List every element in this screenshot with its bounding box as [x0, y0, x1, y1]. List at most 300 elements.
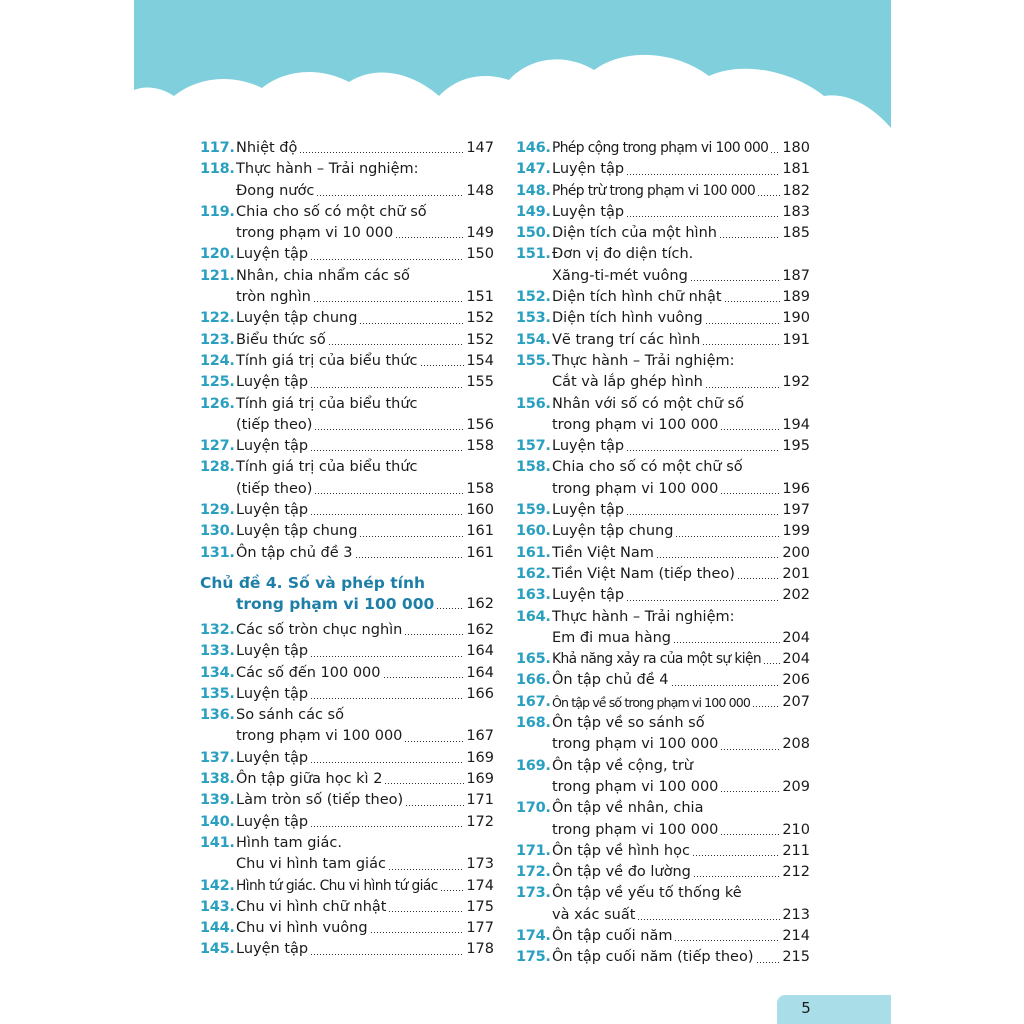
page-ref: 150 — [466, 246, 494, 263]
lesson-title: Diện tích hình vuông — [552, 310, 703, 327]
lesson-number: 148. — [516, 182, 551, 199]
lesson-number: 129. — [200, 502, 235, 519]
toc-entry[interactable] — [516, 564, 810, 585]
toc-entry[interactable] — [200, 705, 494, 748]
lesson-line — [552, 905, 810, 926]
lesson-number: 126. — [200, 395, 235, 412]
page-ref: 171 — [466, 792, 494, 809]
toc-entry[interactable] — [516, 159, 810, 180]
lesson-title: Hình tam giác. — [236, 834, 342, 851]
dot-leader — [310, 953, 464, 956]
lesson-line — [236, 394, 494, 415]
toc-entry[interactable] — [200, 394, 494, 437]
lesson-number: 146. — [516, 140, 551, 156]
lesson-body — [236, 436, 494, 457]
toc-entry[interactable] — [200, 620, 494, 641]
lesson-body — [236, 876, 494, 897]
toc-entry[interactable] — [200, 939, 494, 960]
lesson-body — [236, 330, 494, 351]
lesson-line — [552, 330, 810, 351]
lesson-title: Luyện tập — [236, 749, 309, 766]
lesson-number: 139. — [200, 792, 235, 809]
toc-entry[interactable] — [516, 457, 810, 500]
lesson-number: 174. — [516, 927, 551, 944]
lesson-title: Vẽ trang trí các hình — [552, 331, 701, 348]
lesson-line — [552, 564, 810, 585]
page-ref: 155 — [466, 374, 494, 391]
lesson-number: 159. — [516, 502, 551, 519]
lesson-number: 149. — [516, 203, 551, 220]
lesson-body — [552, 351, 810, 394]
page-ref: 158 — [466, 480, 494, 497]
toc-entry[interactable] — [200, 159, 494, 202]
page-ref: 210 — [782, 821, 810, 838]
lesson-number: 128. — [200, 459, 235, 476]
lesson-title: Diện tích của một hình — [552, 225, 717, 242]
lesson-title: trong phạm vi 100 000 — [552, 821, 719, 838]
dot-leader — [310, 825, 464, 828]
toc-entry[interactable] — [516, 308, 810, 329]
dot-leader — [310, 697, 464, 700]
toc-entry[interactable] — [200, 521, 494, 542]
toc-entry[interactable] — [516, 202, 810, 223]
lesson-number: 134. — [200, 664, 235, 681]
lesson-number: 144. — [200, 920, 235, 937]
toc-entry[interactable] — [516, 500, 810, 521]
lesson-title: Luyện tập chung — [236, 523, 358, 540]
dot-leader — [310, 655, 464, 658]
toc-entry[interactable] — [516, 947, 810, 968]
dot-leader — [310, 513, 464, 516]
lesson-title: Khả năng xảy ra của một sự kiện — [552, 651, 762, 668]
lesson-body — [236, 663, 494, 684]
lesson-number: 141. — [200, 834, 235, 851]
toc-entry[interactable] — [516, 223, 810, 244]
lesson-line — [236, 479, 494, 500]
lesson-number: 121. — [200, 267, 235, 284]
toc-entry[interactable] — [516, 436, 810, 457]
lesson-number: 167. — [516, 693, 551, 710]
lesson-line — [552, 372, 810, 393]
lesson-number: 137. — [200, 749, 235, 766]
toc-entry[interactable] — [516, 883, 810, 926]
lesson-line — [236, 266, 494, 287]
page-ref: 151 — [466, 289, 494, 306]
lesson-body — [552, 436, 810, 457]
lesson-line — [236, 457, 494, 478]
dot-leader — [310, 258, 464, 261]
toc-column-left — [200, 138, 494, 961]
toc-entry[interactable] — [516, 862, 810, 883]
lesson-title: Ôn tập giữa học kì 2 — [236, 771, 383, 788]
toc-entry[interactable] — [516, 351, 810, 394]
toc-entry[interactable] — [516, 521, 810, 542]
lesson-line — [236, 521, 494, 542]
dot-leader — [310, 761, 464, 764]
lesson-title: và xác suất — [552, 906, 636, 923]
lesson-body — [552, 543, 810, 564]
lesson-title: Ôn tập về nhân, chia — [552, 800, 704, 817]
section-title-part-1: Chủ đề 4. Số và phép tính — [200, 573, 426, 592]
lesson-body — [552, 244, 810, 287]
lesson-number: 140. — [200, 813, 235, 830]
lesson-number: 164. — [516, 608, 551, 625]
toc-entry[interactable] — [516, 330, 810, 351]
lesson-number: 173. — [516, 885, 551, 902]
lesson-number: 122. — [200, 310, 235, 327]
toc-entry[interactable] — [516, 287, 810, 308]
page-number-badge — [777, 995, 891, 1024]
lesson-line — [236, 769, 494, 790]
lesson-line — [236, 159, 494, 180]
toc-entry[interactable] — [200, 330, 494, 351]
lesson-body — [236, 769, 494, 790]
dot-leader — [355, 556, 465, 559]
lesson-title: Em đi mua hàng — [552, 629, 672, 646]
lesson-number: 145. — [200, 941, 235, 958]
toc-entry[interactable] — [516, 713, 810, 756]
lesson-title: Luyện tập — [236, 502, 309, 519]
lesson-title: Luyện tập — [552, 438, 625, 455]
lesson-body — [236, 308, 494, 329]
toc-entry[interactable] — [516, 138, 810, 159]
dot-leader — [436, 607, 464, 610]
lesson-title: Phép cộng trong phạm vi 100 000 — [552, 140, 769, 156]
lesson-line — [552, 436, 810, 457]
dot-leader — [310, 449, 464, 452]
lesson-number: 151. — [516, 246, 551, 263]
lesson-number: 124. — [200, 352, 235, 369]
toc-entry[interactable] — [516, 244, 810, 287]
dot-leader — [316, 194, 464, 197]
lesson-title: Chu vi hình chữ nhật — [236, 898, 387, 915]
dot-leader — [690, 279, 781, 282]
lesson-line — [552, 415, 810, 436]
lesson-title: trong phạm vi 100 000 — [552, 778, 719, 795]
lesson-line — [236, 244, 494, 265]
dot-leader — [702, 343, 780, 346]
page-ref: 207 — [782, 693, 810, 710]
lesson-body — [236, 457, 494, 500]
dot-leader — [720, 748, 780, 751]
lesson-body — [552, 585, 810, 606]
lesson-line — [552, 138, 810, 159]
lesson-number: 120. — [200, 246, 235, 263]
page-ref: 152 — [466, 310, 494, 327]
lesson-title: Thực hành – Trải nghiệm: — [552, 352, 735, 369]
section-title-part-2: trong phạm vi 100 000 — [236, 594, 435, 613]
dot-leader — [626, 173, 780, 176]
lesson-line — [552, 692, 810, 713]
lesson-line — [552, 223, 810, 244]
lesson-line — [552, 585, 810, 606]
dot-leader — [692, 854, 780, 857]
dot-leader — [756, 961, 781, 964]
page-ref: 149 — [466, 225, 494, 242]
page-ref: 167 — [466, 728, 494, 745]
toc-entry[interactable] — [200, 663, 494, 684]
toc-entry[interactable] — [200, 244, 494, 265]
lesson-number: 117. — [200, 140, 235, 156]
lesson-body — [552, 692, 810, 713]
dot-leader — [626, 513, 780, 516]
dot-leader — [693, 875, 780, 878]
toc-entry[interactable] — [516, 670, 810, 691]
page-ref: 190 — [782, 310, 810, 327]
dot-leader — [388, 910, 464, 913]
lesson-number: 163. — [516, 587, 551, 604]
lesson-body — [236, 138, 494, 159]
dot-leader — [674, 939, 780, 942]
page-ref: 204 — [782, 651, 810, 668]
lesson-line — [552, 394, 810, 415]
toc-entry[interactable] — [200, 897, 494, 918]
dot-leader — [752, 705, 780, 708]
lesson-number: 171. — [516, 842, 551, 859]
page-ref: 213 — [782, 906, 810, 923]
toc-entry[interactable] — [516, 692, 810, 713]
lesson-title: Luyện tập — [552, 502, 625, 519]
lesson-body — [236, 641, 494, 662]
lesson-number: 130. — [200, 523, 235, 540]
lesson-title: Tiền Việt Nam (tiếp theo) — [552, 565, 735, 582]
page-ref: 187 — [782, 267, 810, 284]
lesson-line — [552, 159, 810, 180]
lesson-line — [552, 841, 810, 862]
toc-entry[interactable] — [200, 372, 494, 393]
lesson-title: Luyện tập — [236, 941, 309, 958]
lesson-body — [236, 705, 494, 748]
dot-leader — [310, 386, 464, 389]
dot-leader — [405, 804, 464, 807]
page-ref: 164 — [466, 664, 494, 681]
lesson-number: 142. — [200, 877, 235, 894]
toc-entry[interactable] — [200, 641, 494, 662]
lesson-number: 161. — [516, 544, 551, 561]
toc-entry[interactable] — [200, 543, 494, 564]
toc-entry[interactable] — [200, 500, 494, 521]
dot-leader — [626, 599, 780, 602]
toc-entry[interactable] — [200, 308, 494, 329]
page-ref: 204 — [782, 629, 810, 646]
page-ref: 200 — [782, 544, 810, 561]
toc-entry[interactable] — [200, 202, 494, 245]
page-ref: 169 — [466, 749, 494, 766]
dot-leader — [314, 492, 464, 495]
page-ref: 180 — [782, 140, 810, 156]
dot-leader — [705, 322, 781, 325]
toc-entry[interactable] — [516, 756, 810, 799]
lesson-line — [552, 713, 810, 734]
lesson-number: 135. — [200, 685, 235, 702]
lesson-body — [552, 287, 810, 308]
lesson-title: trong phạm vi 10 000 — [236, 225, 394, 242]
section-heading[interactable] — [200, 573, 494, 615]
page-ref: 160 — [466, 502, 494, 519]
page-ref: 197 — [782, 502, 810, 519]
lesson-title: Luyện tập — [236, 813, 309, 830]
lesson-title: Chia cho số có một chữ số — [236, 203, 427, 220]
lesson-title: Hình tứ giác. Chu vi hình tứ giác — [236, 877, 438, 894]
lesson-number: 156. — [516, 395, 551, 412]
lesson-line — [552, 202, 810, 223]
page-ref: 191 — [782, 331, 810, 348]
dot-leader — [370, 931, 465, 934]
page-ref: 162 — [466, 595, 494, 612]
lesson-body — [236, 500, 494, 521]
toc-entry[interactable] — [200, 436, 494, 457]
lesson-body — [236, 748, 494, 769]
lesson-body — [552, 670, 810, 691]
toc-entry[interactable] — [200, 457, 494, 500]
toc-entry[interactable] — [200, 748, 494, 769]
lesson-number: 143. — [200, 898, 235, 915]
lesson-title: Thực hành – Trải nghiệm: — [236, 161, 419, 178]
page-ref: 177 — [466, 920, 494, 937]
lesson-title: Chu vi hình vuông — [236, 920, 368, 937]
lesson-number: 125. — [200, 374, 235, 391]
toc-entry[interactable] — [200, 812, 494, 833]
lesson-body — [236, 159, 494, 202]
lesson-title: Các số tròn chục nghìn — [236, 621, 403, 638]
lesson-number: 170. — [516, 800, 551, 817]
lesson-line — [236, 663, 494, 684]
lesson-body — [552, 223, 810, 244]
toc-list — [200, 138, 494, 564]
lesson-body — [236, 351, 494, 372]
toc-entry[interactable] — [200, 138, 494, 159]
lesson-line — [236, 620, 494, 641]
page-ref: 154 — [466, 352, 494, 369]
lesson-line — [552, 479, 810, 500]
page-ref: 169 — [466, 771, 494, 788]
lesson-title: Tính giá trị của biểu thức — [236, 395, 418, 412]
lesson-body — [236, 543, 494, 564]
lesson-title: Ôn tập về so sánh số — [552, 715, 705, 732]
lesson-line — [552, 287, 810, 308]
page-ref: 199 — [782, 523, 810, 540]
lesson-line — [236, 897, 494, 918]
page-ref: 164 — [466, 643, 494, 660]
dot-leader — [359, 535, 464, 538]
lesson-line — [236, 705, 494, 726]
page-ref: 211 — [782, 842, 810, 859]
lesson-title: Luyện tập — [236, 438, 309, 455]
lesson-title: Luyện tập — [552, 161, 625, 178]
toc-entry[interactable] — [516, 649, 810, 670]
lesson-body — [552, 756, 810, 799]
toc-entry[interactable] — [516, 394, 810, 437]
page-ref: 183 — [782, 203, 810, 220]
dot-leader — [671, 684, 781, 687]
dot-leader — [673, 641, 780, 644]
lesson-title: Biểu thức số — [236, 331, 326, 348]
lesson-line — [236, 918, 494, 939]
lesson-line — [552, 500, 810, 521]
toc-entry[interactable] — [516, 841, 810, 862]
lesson-line — [552, 266, 810, 287]
lesson-line — [552, 820, 810, 841]
dot-leader — [626, 215, 780, 218]
dot-leader — [626, 449, 780, 452]
toc-entry[interactable] — [200, 790, 494, 811]
toc-entry[interactable] — [516, 543, 810, 564]
lesson-line — [552, 883, 810, 904]
dot-leader — [675, 535, 780, 538]
toc-entry[interactable] — [200, 351, 494, 372]
lesson-number: 136. — [200, 707, 235, 724]
page-ref: 215 — [782, 949, 810, 966]
dot-leader — [395, 236, 464, 239]
lesson-line — [552, 926, 810, 947]
lesson-line — [236, 748, 494, 769]
page-number: 5 — [801, 999, 811, 1017]
toc-entry[interactable] — [516, 585, 810, 606]
lesson-title: Ôn tập cuối năm — [552, 927, 673, 944]
toc-entry[interactable] — [200, 684, 494, 705]
lesson-line — [236, 854, 494, 875]
page-ref: 196 — [782, 480, 810, 497]
lesson-line — [236, 726, 494, 747]
lesson-number: 132. — [200, 621, 235, 638]
lesson-number: 133. — [200, 643, 235, 660]
toc-entry[interactable] — [200, 769, 494, 790]
toc-entry[interactable] — [516, 181, 810, 202]
dot-leader — [737, 577, 780, 580]
lesson-title: Ôn tập về yếu tố thống kê — [552, 885, 742, 902]
page-ref: 174 — [466, 877, 494, 894]
lesson-title: Ôn tập về cộng, trừ — [552, 757, 693, 774]
lesson-body — [236, 939, 494, 960]
lesson-line — [236, 181, 494, 202]
page-ref: 181 — [782, 161, 810, 178]
page-ref: 192 — [782, 374, 810, 391]
book-page — [134, 0, 891, 1024]
lesson-line — [236, 876, 494, 897]
page-ref: 147 — [466, 140, 494, 156]
lesson-title: Phép trừ trong phạm vi 100 000 — [552, 182, 756, 199]
toc-entry[interactable] — [516, 798, 810, 841]
lesson-title: trong phạm vi 100 000 — [552, 736, 719, 753]
toc-entry[interactable] — [516, 926, 810, 947]
lesson-line — [236, 641, 494, 662]
lesson-body — [236, 372, 494, 393]
lesson-line — [236, 308, 494, 329]
toc-entry[interactable] — [200, 918, 494, 939]
toc-entry[interactable] — [200, 266, 494, 309]
lesson-body — [552, 713, 810, 756]
lesson-line — [552, 457, 810, 478]
lesson-title: Ôn tập về đo lường — [552, 864, 691, 881]
lesson-body — [236, 918, 494, 939]
page-ref: 212 — [782, 864, 810, 881]
lesson-number: 153. — [516, 310, 551, 327]
lesson-title: Nhân với số có một chữ số — [552, 395, 744, 412]
dot-leader — [359, 322, 464, 325]
lesson-body — [236, 521, 494, 542]
lesson-title: Xăng-ti-mét vuông — [552, 267, 688, 284]
lesson-line — [552, 947, 810, 968]
lesson-body — [236, 202, 494, 245]
lesson-number: 166. — [516, 672, 551, 689]
lesson-body — [552, 500, 810, 521]
lesson-title: Luyện tập — [236, 374, 309, 391]
toc-entry[interactable] — [200, 876, 494, 897]
lesson-title: Luyện tập chung — [236, 310, 358, 327]
toc-entry[interactable] — [516, 607, 810, 650]
page-ref: 161 — [466, 523, 494, 540]
toc-entry[interactable] — [200, 833, 494, 876]
